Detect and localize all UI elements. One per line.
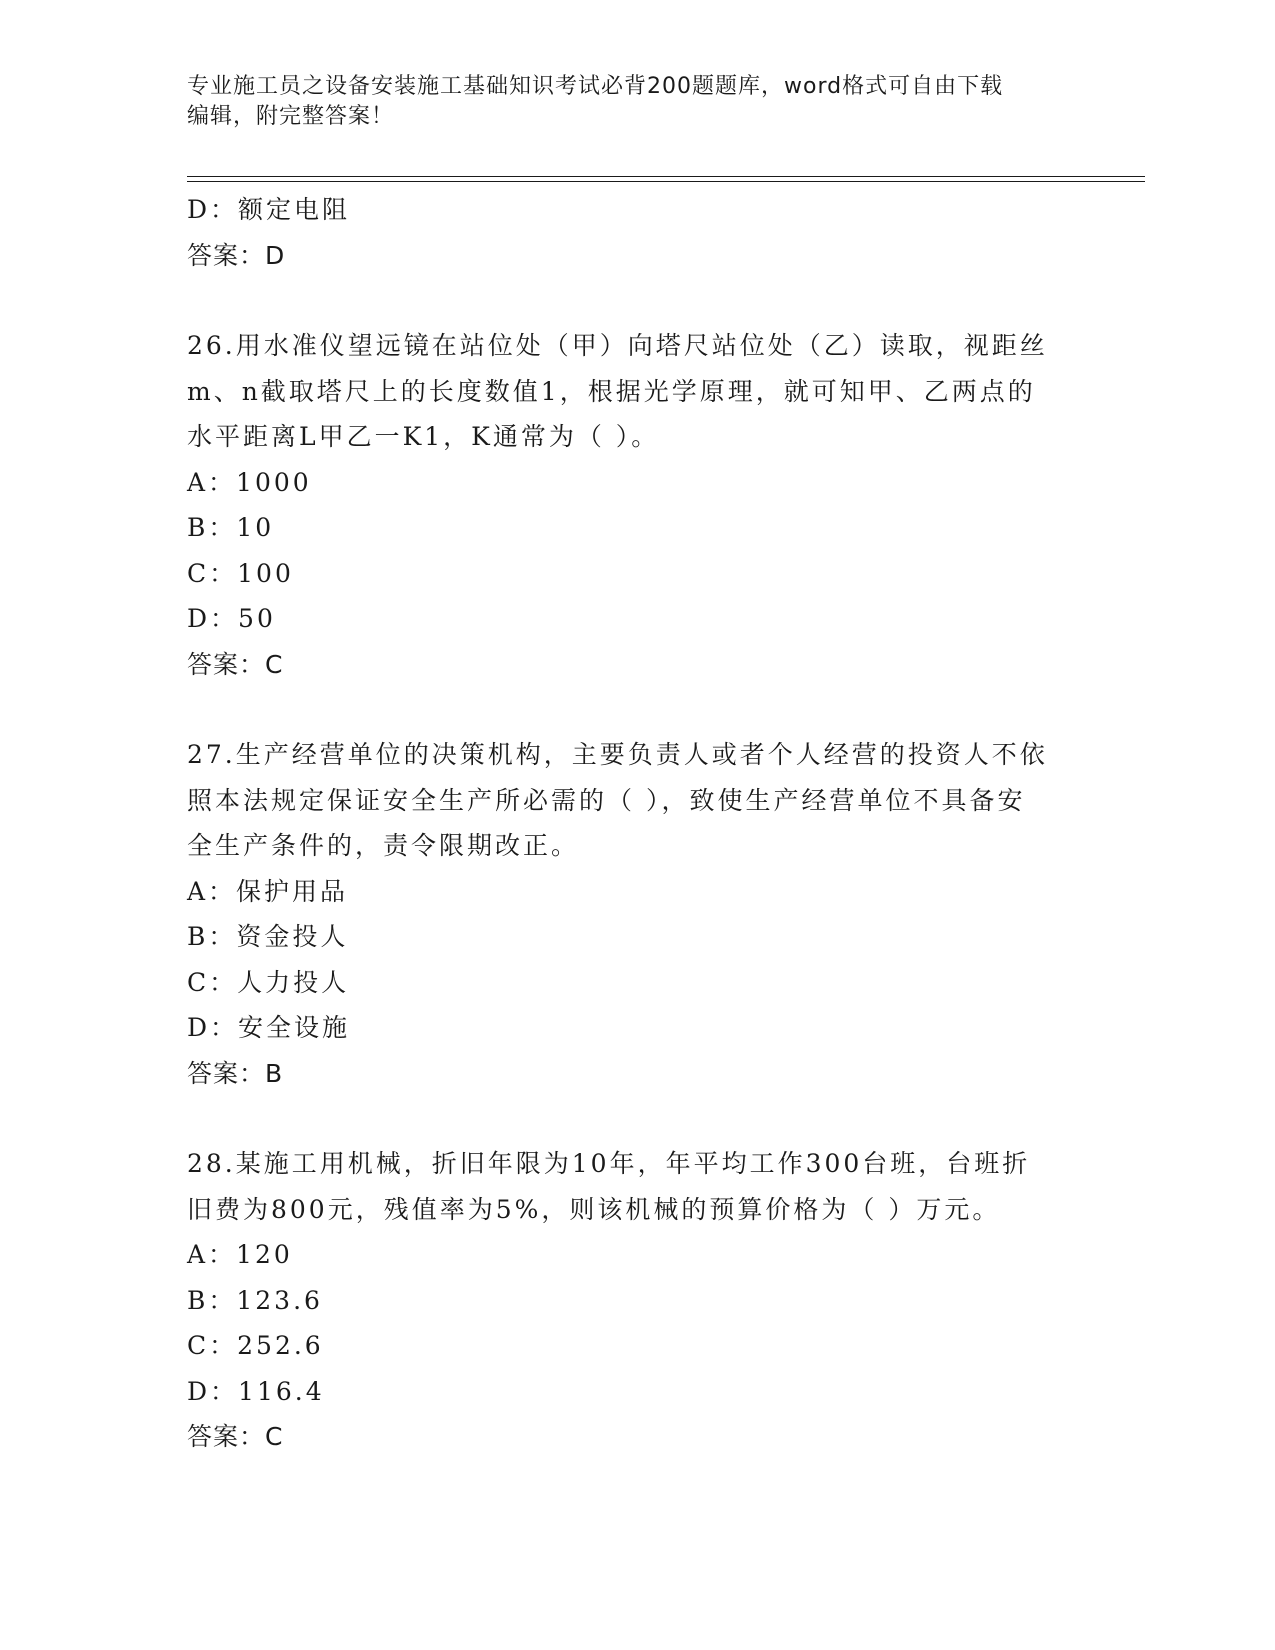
question-stem-line: 水平距离L甲乙一K1，K通常为（ ）。 <box>187 422 660 451</box>
question-28 <box>187 1141 1087 1460</box>
answer: 答案：D <box>187 240 286 270</box>
document-header <box>187 72 1087 132</box>
header-divider-bottom <box>187 181 1145 182</box>
header-divider-top <box>187 176 1145 177</box>
question-stem-line: 旧费为800元，残值率为5%，则该机械的预算价格为（ ）万元。 <box>187 1194 1001 1224</box>
header-title-line-2: 编辑，附完整答案！ <box>187 104 395 129</box>
option-d: D：安全设施 <box>187 1013 351 1042</box>
question-stem-line: 照本法规定保证安全生产所必需的（ ），致使生产经营单位不具备安 <box>187 785 1026 815</box>
question-stem-line: 26.用水准仪望远镜在站位处（甲）向塔尺站位处（乙）读取，视距丝 <box>187 331 1048 360</box>
question-list <box>187 187 1087 1460</box>
option-d: D：50 <box>187 604 276 633</box>
question-stem-line: 27.生产经营单位的决策机构，主要负责人或者个人经营的投资人不依 <box>187 740 1048 769</box>
header-title-line-1: 专业施工员之设备安装施工基础知识考试必背200题题库，word格式可自由下载 <box>187 74 1004 99</box>
option-a: A：保护用品 <box>187 876 349 906</box>
answer: 答案：C <box>187 1422 284 1451</box>
option-a: A：1000 <box>187 467 312 497</box>
question-25-tail <box>187 187 1087 278</box>
option-c: C：人力投人 <box>187 967 350 997</box>
question-26 <box>187 323 1087 687</box>
option-d: D：额定电阻 <box>187 195 351 224</box>
option-b: B：10 <box>187 513 275 542</box>
option-b: B：123.6 <box>187 1285 323 1315</box>
question-stem-line: 全生产条件的，责令限期改正。 <box>187 831 580 860</box>
question-stem-line: m、n截取塔尺上的长度数值1，根据光学原理，就可知甲、乙两点的 <box>187 376 1036 406</box>
option-c: C：100 <box>187 558 294 588</box>
spacer <box>187 1096 1087 1141</box>
question-stem-line: 28.某施工用机械，折旧年限为10年，年平均工作300台班，台班折 <box>187 1149 1031 1178</box>
answer: 答案：C <box>187 649 284 679</box>
option-b: B：资金投人 <box>187 922 349 951</box>
option-d: D：116.4 <box>187 1376 325 1406</box>
option-a: A：120 <box>187 1240 293 1269</box>
spacer <box>187 278 1087 323</box>
question-27 <box>187 732 1087 1096</box>
option-c: C：252.6 <box>187 1331 324 1360</box>
spacer <box>187 687 1087 732</box>
answer: 答案：B <box>187 1058 284 1088</box>
